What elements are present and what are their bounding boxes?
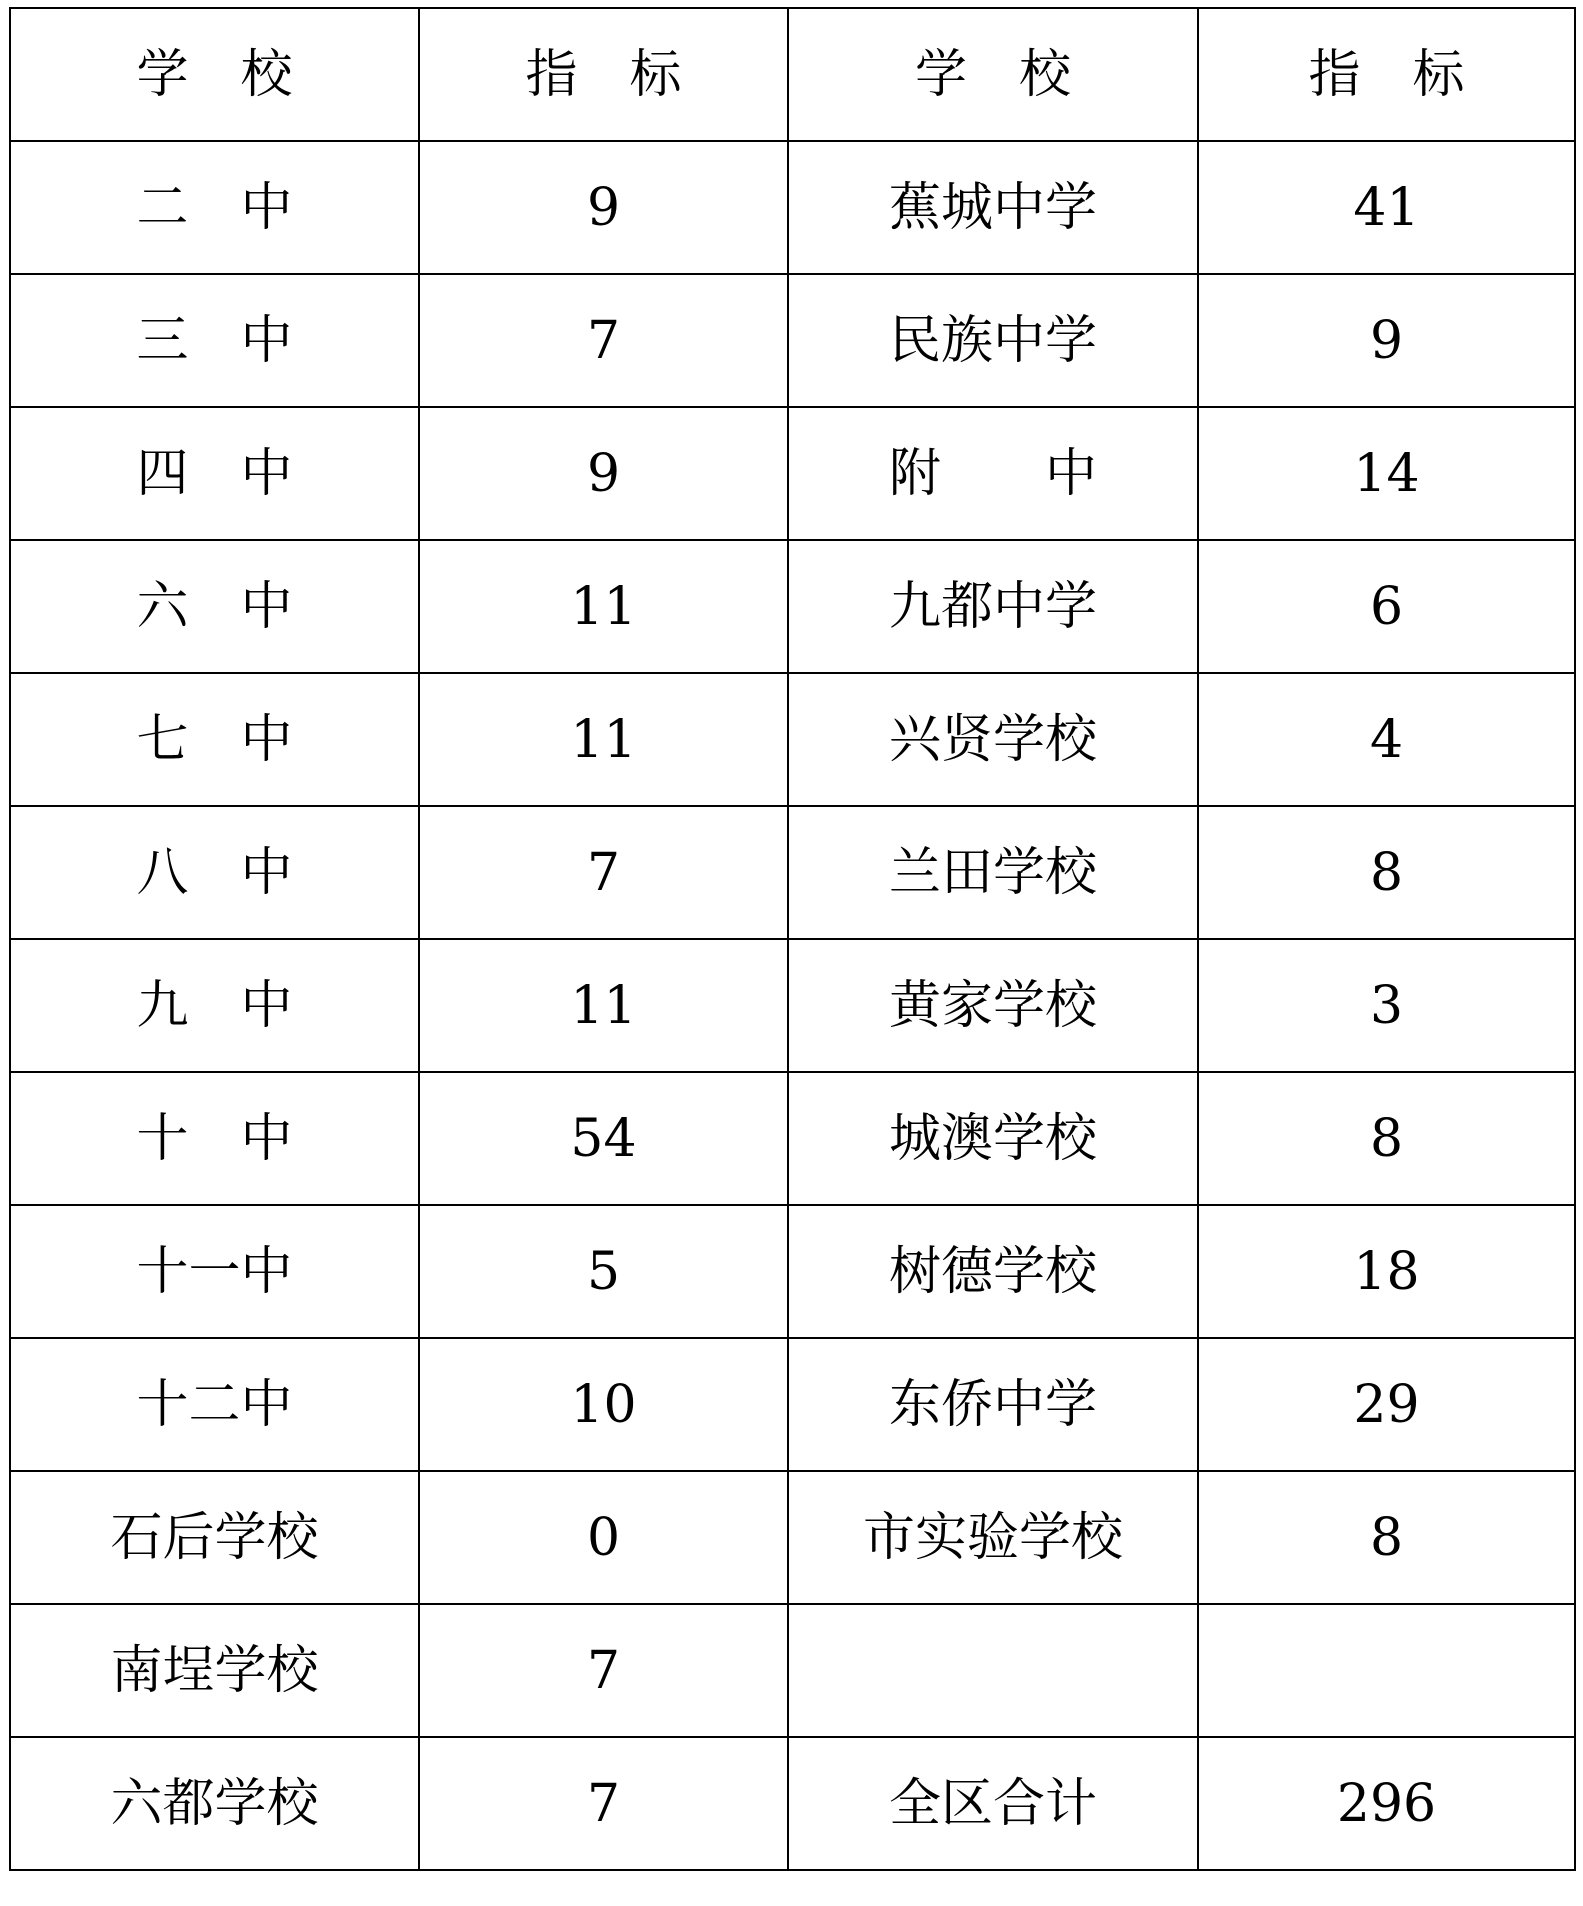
quota-table	[9, 7, 1576, 1871]
quota-right-cell: 3	[1198, 939, 1575, 1072]
school-left-cell: 八 中	[10, 806, 419, 939]
table-header-row	[10, 8, 1575, 141]
school-right-cell	[788, 1604, 1198, 1737]
school-right-cell: 附 中	[788, 407, 1198, 540]
school-right-cell: 兴贤学校	[788, 673, 1198, 806]
school-left-cell: 二 中	[10, 141, 419, 274]
school-left-cell: 六 中	[10, 540, 419, 673]
header-school-left: 学 校	[10, 8, 419, 141]
table-row	[10, 806, 1575, 939]
school-left-cell: 三 中	[10, 274, 419, 407]
quota-left-cell: 9	[419, 141, 788, 274]
quota-left-cell: 7	[419, 1737, 788, 1870]
school-right-cell: 市实验学校	[788, 1471, 1198, 1604]
quota-left-cell: 54	[419, 1072, 788, 1205]
quota-right-cell	[1198, 1604, 1575, 1737]
school-left-cell: 南埕学校	[10, 1604, 419, 1737]
school-right-cell: 东侨中学	[788, 1338, 1198, 1471]
header-quota-left: 指 标	[419, 8, 788, 141]
school-left-cell: 六都学校	[10, 1737, 419, 1870]
table-row	[10, 1072, 1575, 1205]
table-row	[10, 540, 1575, 673]
school-right-cell: 蕉城中学	[788, 141, 1198, 274]
table-row	[10, 407, 1575, 540]
school-right-cell: 黄家学校	[788, 939, 1198, 1072]
quota-left-cell: 0	[419, 1471, 788, 1604]
quota-left-cell: 7	[419, 1604, 788, 1737]
table-row	[10, 939, 1575, 1072]
table-row	[10, 141, 1575, 274]
quota-right-cell: 8	[1198, 1072, 1575, 1205]
quota-right-cell: 29	[1198, 1338, 1575, 1471]
quota-left-cell: 11	[419, 939, 788, 1072]
school-right-cell: 树德学校	[788, 1205, 1198, 1338]
total-value-cell: 296	[1198, 1737, 1575, 1870]
school-left-cell: 四 中	[10, 407, 419, 540]
quota-right-cell: 41	[1198, 141, 1575, 274]
school-left-cell: 石后学校	[10, 1471, 419, 1604]
quota-left-cell: 11	[419, 540, 788, 673]
quota-right-cell: 18	[1198, 1205, 1575, 1338]
quota-left-cell: 5	[419, 1205, 788, 1338]
quota-left-cell: 11	[419, 673, 788, 806]
school-right-cell: 民族中学	[788, 274, 1198, 407]
quota-left-cell: 7	[419, 274, 788, 407]
quota-right-cell: 4	[1198, 673, 1575, 806]
table-row	[10, 1471, 1575, 1604]
header-school-right: 学 校	[788, 8, 1198, 141]
quota-right-cell: 14	[1198, 407, 1575, 540]
school-left-cell: 十 中	[10, 1072, 419, 1205]
total-label-cell: 全区合计	[788, 1737, 1198, 1870]
school-right-cell: 兰田学校	[788, 806, 1198, 939]
table-row	[10, 274, 1575, 407]
table-total-row	[10, 1737, 1575, 1870]
quota-left-cell: 7	[419, 806, 788, 939]
table-row	[10, 1604, 1575, 1737]
quota-right-cell: 8	[1198, 1471, 1575, 1604]
school-left-cell: 七 中	[10, 673, 419, 806]
header-quota-right: 指 标	[1198, 8, 1575, 141]
school-right-cell: 九都中学	[788, 540, 1198, 673]
quota-left-cell: 10	[419, 1338, 788, 1471]
quota-right-cell: 6	[1198, 540, 1575, 673]
table-row	[10, 1338, 1575, 1471]
school-right-cell: 城澳学校	[788, 1072, 1198, 1205]
table-row	[10, 673, 1575, 806]
school-left-cell: 十二中	[10, 1338, 419, 1471]
table-row	[10, 1205, 1575, 1338]
school-left-cell: 十一中	[10, 1205, 419, 1338]
quota-left-cell: 9	[419, 407, 788, 540]
quota-right-cell: 9	[1198, 274, 1575, 407]
school-left-cell: 九 中	[10, 939, 419, 1072]
quota-right-cell: 8	[1198, 806, 1575, 939]
